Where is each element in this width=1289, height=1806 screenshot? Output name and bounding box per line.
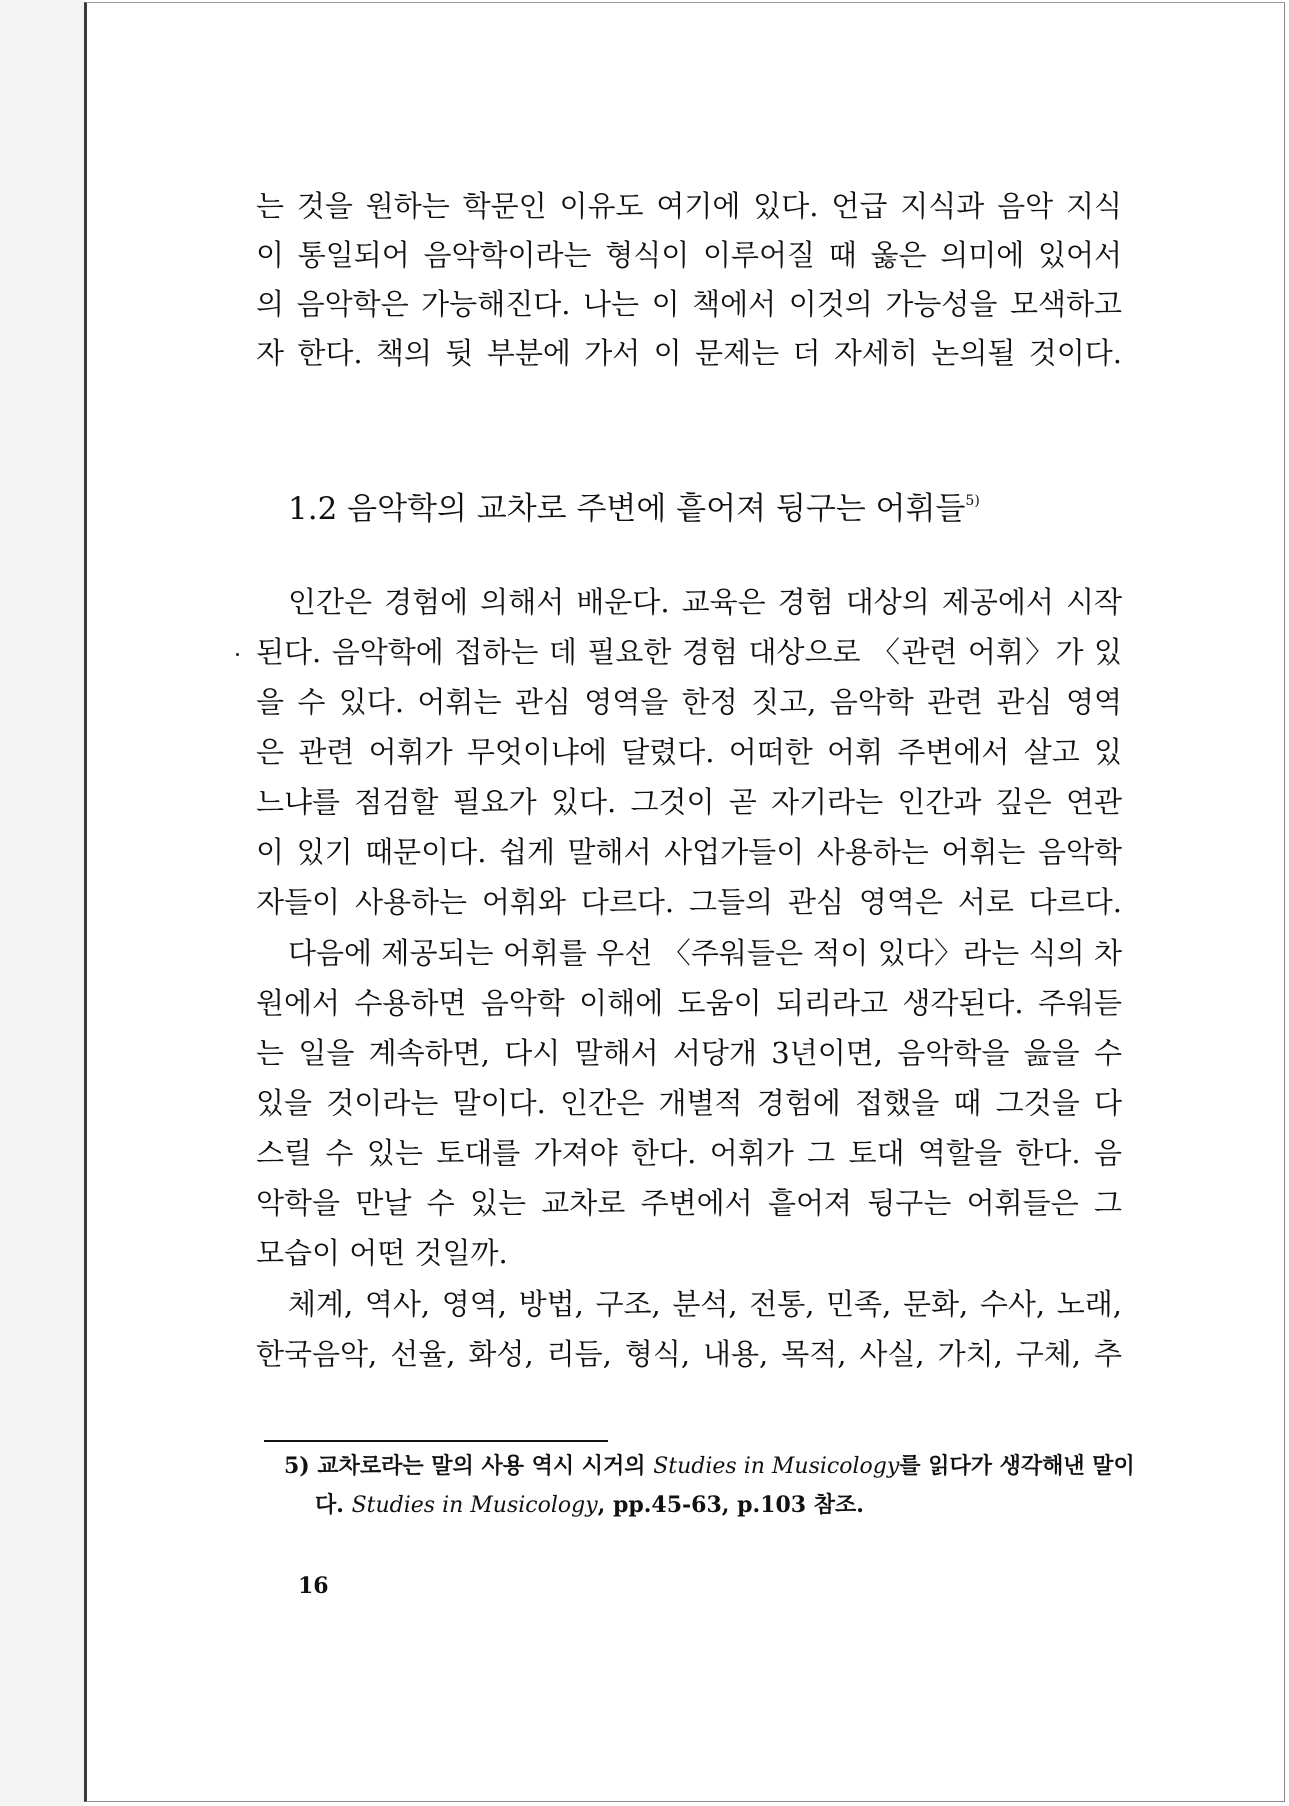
footnote-text: 다.: [315, 1492, 352, 1518]
text-line: 자들이 사용하는 어휘와 다르다. 그들의 관심 영역은 서로 다르다.: [256, 885, 1122, 919]
text-line: 이 있기 때문이다. 쉽게 말해서 사업가들이 사용하는 어휘는 음악학: [256, 835, 1122, 869]
text-line: 자 한다. 책의 뒷 부분에 가서 이 문제는 더 자세히 논의될 것이다.: [256, 336, 1122, 370]
footnote-divider: [264, 1440, 608, 1442]
section-heading: [288, 476, 980, 534]
text-line: 된다. 음악학에 접하는 데 필요한 경험 대상으로 〈관련 어휘〉가 있: [256, 635, 1122, 669]
text-line: 스릴 수 있는 토대를 가져야 한다. 어휘가 그 토대 역할을 한다. 음: [256, 1136, 1122, 1170]
text-line: 체계, 역사, 영역, 방법, 구조, 분석, 전통, 민족, 문화, 수사, 노래,: [288, 1287, 1122, 1321]
page-number: 16: [298, 1573, 329, 1599]
text-line: 한국음악, 선율, 화성, 리듬, 형식, 내용, 목적, 사실, 가치, 구체, 추: [256, 1337, 1122, 1371]
book-title: Studies in Musicology: [653, 1454, 900, 1479]
text-line: 은 관련 어휘가 무엇이냐에 달렸다. 어떠한 어휘 주변에서 살고 있: [256, 735, 1122, 769]
footnote-text: 5) 교차로라는 말의 사용 역시 시거의: [284, 1453, 654, 1479]
text-line: 모습이 어떤 것일까.: [256, 1236, 508, 1270]
text-line: 인간은 경험에 의해서 배운다. 교육은 경험 대상의 제공에서 시작: [288, 585, 1122, 619]
text-line: 느냐를 점검할 필요가 있다. 그것이 곧 자기라는 인간과 깊은 연관: [256, 785, 1122, 819]
viewer-background: [0, 0, 84, 1806]
text-line: 는 일을 계속하면, 다시 말해서 서당개 3년이면, 음악학을 읊을 수: [256, 1036, 1122, 1070]
text-line: 있을 것이라는 말이다. 인간은 개별적 경험에 접했을 때 그것을 다: [256, 1086, 1122, 1120]
footnote-line: [284, 1446, 1135, 1486]
book-title: Studies in Musicology: [351, 1493, 598, 1518]
footnote-text: , pp.45-63, p.103 참조.: [597, 1492, 864, 1518]
text-line: 는 것을 원하는 학문인 이유도 여기에 있다. 언급 지식과 음악 지식: [256, 189, 1122, 223]
text-line: 다음에 제공되는 어휘를 우선 〈주워들은 적이 있다〉라는 식의 차: [288, 936, 1122, 970]
text-line: 의 음악학은 가능해진다. 나는 이 책에서 이것의 가능성을 모색하고: [256, 287, 1122, 321]
scan-mark: [236, 653, 239, 656]
text-line: 악학을 만날 수 있는 교차로 주변에서 흩어져 뒹구는 어휘들은 그: [256, 1186, 1122, 1220]
section-heading-text: 1.2 음악학의 교차로 주변에 흩어져 뒹구는 어휘들: [288, 491, 966, 527]
text-line: 을 수 있다. 어휘는 관심 영역을 한정 짓고, 음악학 관련 관심 영역: [256, 685, 1122, 719]
text-line: 원에서 수용하면 음악학 이해에 도움이 되리라고 생각된다. 주워듣: [256, 986, 1122, 1020]
footnote-reference: 5): [965, 493, 980, 509]
footnote-line: [315, 1485, 1122, 1525]
text-line: 이 통일되어 음악학이라는 형식이 이루어질 때 옳은 의미에 있어서: [256, 238, 1122, 272]
footnote-text: 를 읽다가 생각해낸 말이: [899, 1453, 1135, 1479]
